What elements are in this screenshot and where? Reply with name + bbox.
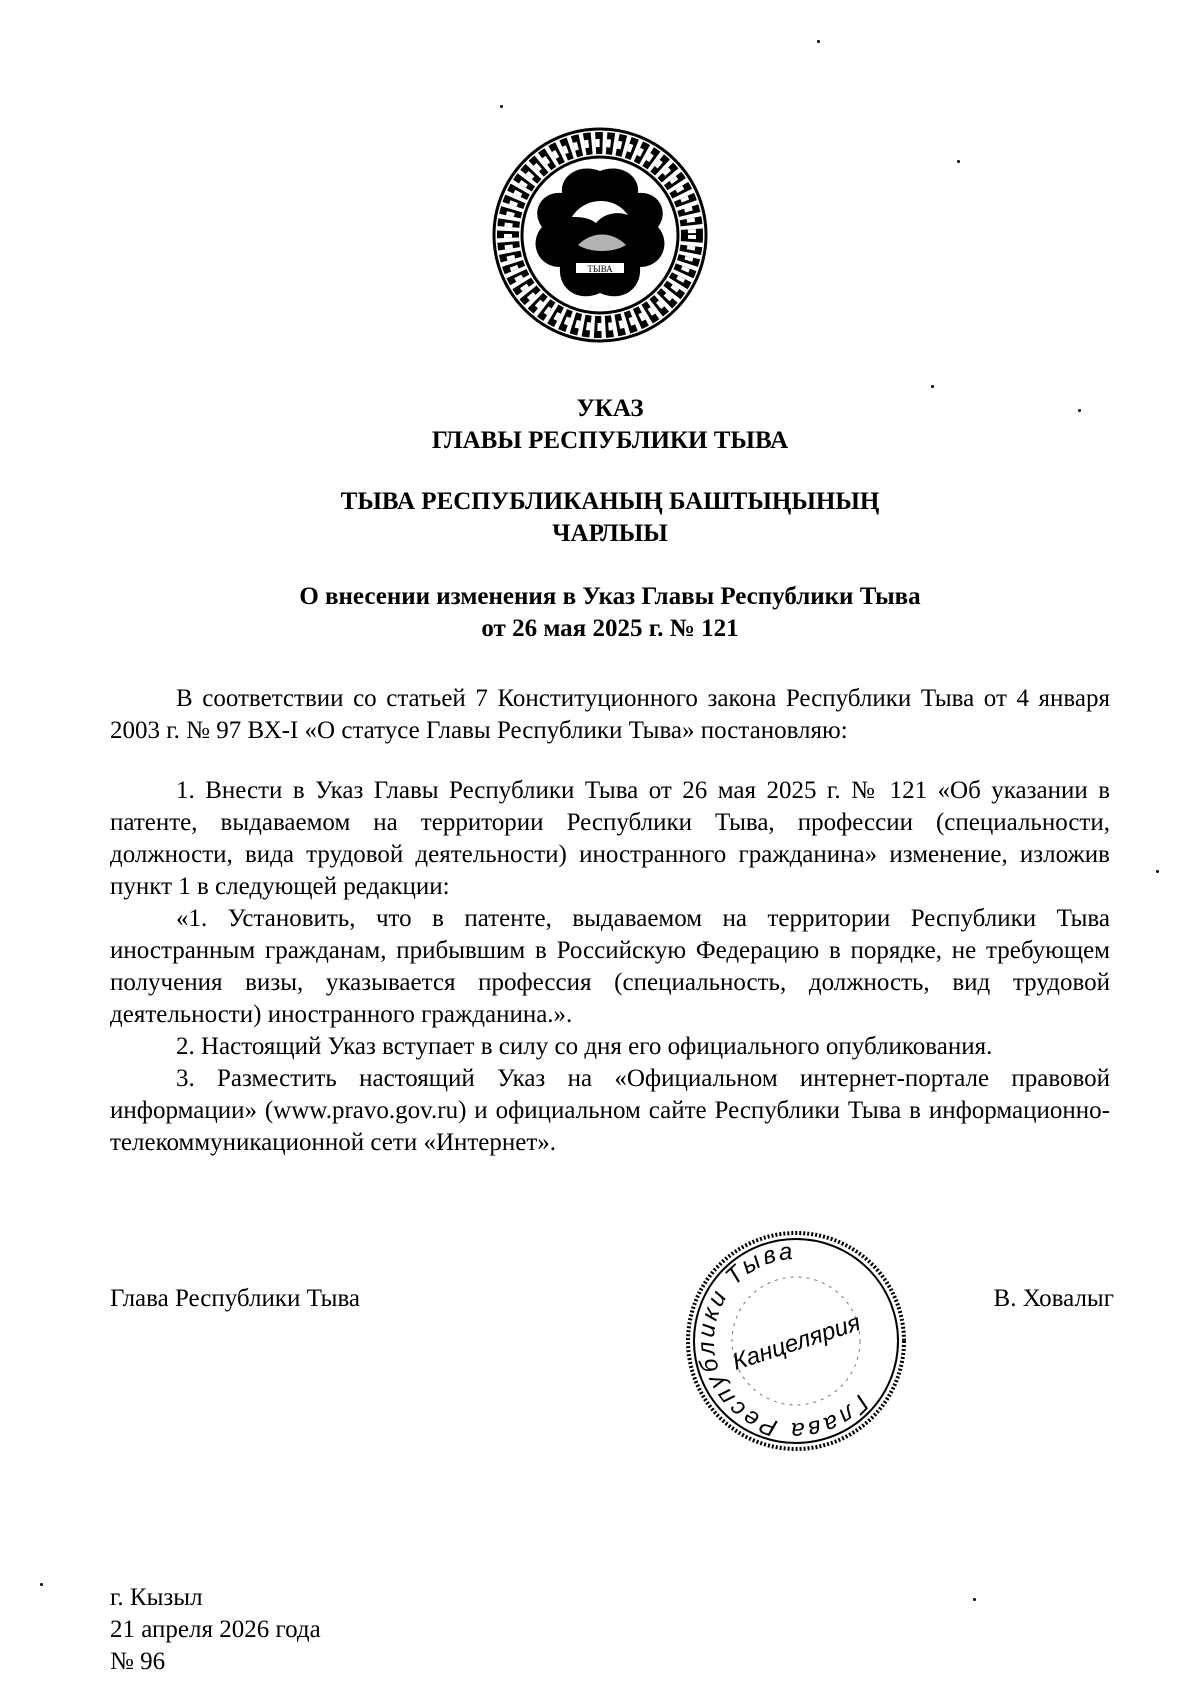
decree-title-tuvan: ЧАРЛЫЫ	[552, 520, 668, 547]
decree-footer	[110, 1582, 321, 1678]
decree-header-tuvan	[110, 486, 1110, 550]
item-1-paragraph: 1. Внести в Указ Главы Республики Тыва от 26 мая 2025 г. № 121 «Об указании в патенте, выдаваемом на территории Республики Тыва, профессии (специальности, должности, вида трудовой деятельности) иностранного гражданина» изменение, изложив пункт 1 в следующей редакции:	[110, 777, 1110, 900]
scan-speck	[973, 1598, 976, 1601]
scan-speck	[500, 105, 503, 108]
decree-title: УКАЗ	[576, 395, 644, 422]
subject-line-1: О внесении изменения в Указ Главы Республики Тыва	[299, 583, 921, 610]
official-stamp	[683, 1228, 909, 1454]
scan-speck	[957, 160, 960, 163]
coat-of-arms-emblem	[492, 127, 708, 343]
svg-text:ТЫВА: ТЫВА	[587, 264, 613, 274]
scan-speck	[931, 385, 934, 388]
scan-speck	[40, 1583, 43, 1586]
svg-text:Глава Республики Тыва: Глава Республики Тыва	[692, 1237, 874, 1445]
scan-speck	[1078, 409, 1081, 412]
decree-header	[110, 393, 1110, 457]
decree-number: № 96	[110, 1648, 166, 1675]
decree-body	[110, 683, 1110, 1159]
scan-speck	[817, 40, 820, 43]
preamble-paragraph: В соответствии со статьей 7 Конституционного закона Республики Тыва от 4 января 2003 г. № 97 ВХ-I «О статусе Главы Республики Тыва» постановляю:	[110, 685, 1110, 744]
subject-line-2: от 26 мая 2025 г. № 121	[481, 615, 739, 642]
signer-name: В. Ховалыг	[993, 1285, 1114, 1312]
decree-issuer: ГЛАВЫ РЕСПУБЛИКИ ТЫВА	[431, 427, 789, 454]
item-2-paragraph: 2. Настоящий Указ вступает в силу со дня его официального опубликования.	[176, 1033, 993, 1060]
decree-subject	[110, 581, 1110, 645]
issue-city: г. Кызыл	[110, 1584, 203, 1611]
item-3-paragraph: 3. Разместить настоящий Указ на «Официальном интернет-портале правовой информации» (www.pravo.gov.ru) и официальном сайте Республики Тыва в информационно-телекоммуникационной сети «Интернет».	[110, 1065, 1110, 1156]
signer-position: Глава Республики Тыва	[110, 1285, 361, 1312]
decree-issuer-tuvan: ТЫВА РЕСПУБЛИКАНЫҢ БАШТЫҢЫНЫҢ	[340, 488, 880, 515]
item-1-quote-paragraph: «1. Установить, что в патенте, выдаваемом на территории Республики Тыва иностранным гражданам, прибывшим в Российскую Федерацию в порядке, не требующем получения визы, указывается профессия (специальность, должность, вид трудовой деятельности) иностранного гражданина.».	[110, 905, 1110, 1028]
scan-speck	[1156, 870, 1159, 873]
svg-text:Канцелярия: Канцелярия	[729, 1309, 864, 1376]
issue-date: 21 апреля 2026 года	[110, 1616, 321, 1643]
